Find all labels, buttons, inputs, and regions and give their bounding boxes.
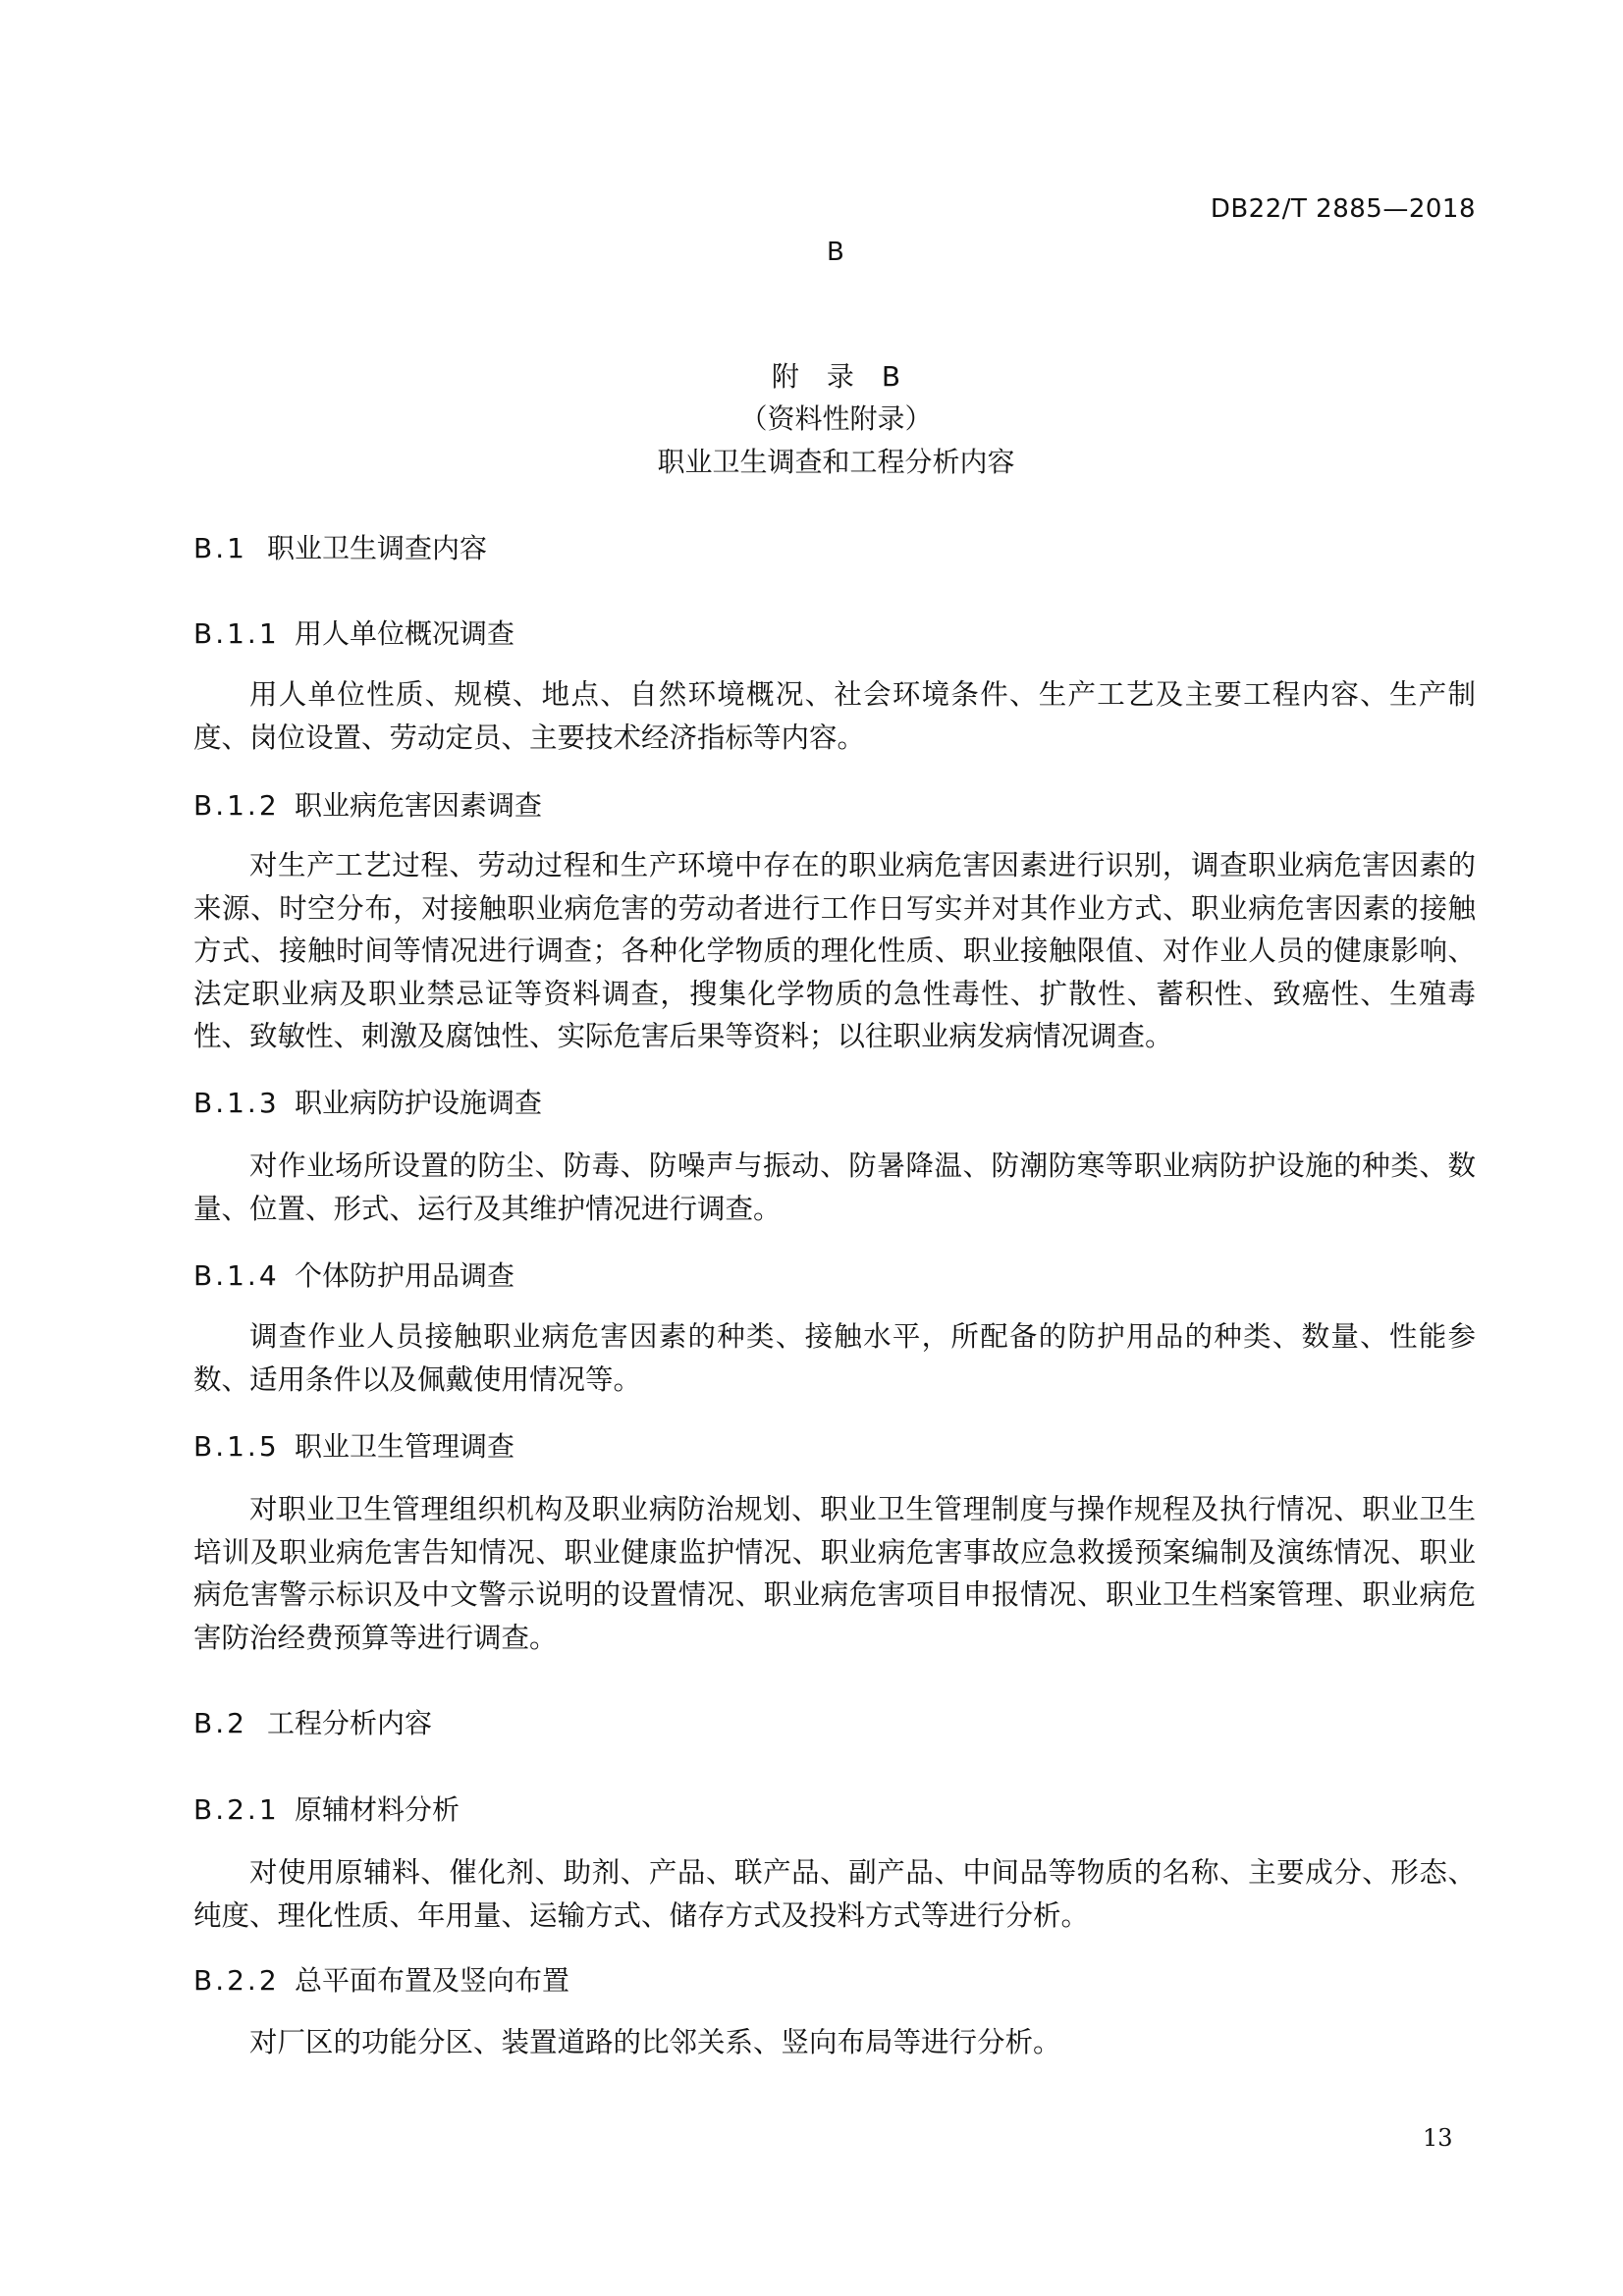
- section-number: B.2: [193, 1707, 247, 1739]
- section-title: 职业卫生管理调查: [295, 1430, 515, 1463]
- document-number: DB22/T 2885—2018: [1210, 194, 1476, 224]
- section-number: B.2.1: [193, 1793, 280, 1826]
- subsection-heading: [193, 613, 514, 652]
- appendix-mark: B: [827, 238, 844, 267]
- section-title: 原辅材料分析: [295, 1793, 460, 1826]
- section-title: 职业卫生调查内容: [267, 532, 488, 564]
- section-title: 职业病防护设施调查: [295, 1087, 543, 1119]
- section-title: 工程分析内容: [267, 1707, 433, 1739]
- paragraph: 用人单位性质、规模、地点、自然环境概况、社会环境条件、生产工艺及主要工程内容、生产制度、岗位设置、劳动定员、主要技术经济指标等内容。: [193, 678, 1476, 754]
- paragraph: 对职业卫生管理组织机构及职业病防治规划、职业卫生管理制度与操作规程及执行情况、职业卫生培训及职业病危害告知情况、职业健康监护情况、职业病危害事故应急救援预案编制及演练情况、职业病危害警示标识及中文警示说明的设置情况、职业病危害项目申报情况、职业卫生档案管理、职业病危害防治经费预算等进行调查。: [193, 1493, 1476, 1654]
- paragraph: 对厂区的功能分区、装置道路的比邻关系、竖向布局等进行分析。: [249, 2026, 1061, 2058]
- section-number: B.1.5: [193, 1430, 280, 1463]
- subsection-heading: [193, 1425, 514, 1465]
- subsection-heading: [193, 1082, 542, 1121]
- appendix-type: （资料性附录）: [739, 402, 933, 435]
- section-number: B.1: [193, 532, 247, 564]
- section-number: B.1.4: [193, 1259, 280, 1292]
- subsection-heading: [193, 1789, 460, 1828]
- appendix-heading: 附 录 B: [771, 360, 901, 393]
- section-number: B.1.2: [193, 789, 280, 822]
- section-title: 总平面布置及竖向布置: [295, 1964, 570, 1997]
- section-title: 用人单位概况调查: [295, 617, 515, 650]
- page-number: 13: [1423, 2124, 1453, 2152]
- paragraph: 调查作业人员接触职业病危害因素的种类、接触水平，所配备的防护用品的种类、数量、性能参数、适用条件以及佩戴使用情况等。: [193, 1320, 1476, 1396]
- paragraph: 对使用原辅料、催化剂、助剂、产品、联产品、副产品、中间品等物质的名称、主要成分、形态、纯度、理化性质、年用量、运输方式、储存方式及投料方式等进行分析。: [193, 1856, 1476, 1932]
- section-number: B.2.2: [193, 1964, 280, 1997]
- section-number: B.1.1: [193, 617, 280, 650]
- subsection-heading: [193, 1959, 569, 1999]
- section-heading: [193, 1702, 432, 1741]
- appendix-title: 职业卫生调查和工程分析内容: [657, 446, 1015, 478]
- subsection-heading: [193, 1255, 514, 1294]
- paragraph: 对作业场所设置的防尘、防毒、防噪声与振动、防暑降温、防潮防寒等职业病防护设施的种类、数量、位置、形式、运行及其维护情况进行调查。: [193, 1149, 1476, 1225]
- section-title: 个体防护用品调查: [295, 1259, 515, 1292]
- section-heading: [193, 527, 487, 566]
- paragraph: 对生产工艺过程、劳动过程和生产环境中存在的职业病危害因素进行识别，调查职业病危害因素的来源、时空分布，对接触职业病危害的劳动者进行工作日写实并对其作业方式、职业病危害因素的接触方式、接触时间等情况进行调查；各种化学物质的理化性质、职业接触限值、对作业人员的健康影响、法定职业病及职业禁忌证等资料调查，搜集化学物质的急性毒性、扩散性、蓄积性、致癌性、生殖毒性、致敏性、刺激及腐蚀性、实际危害后果等资料；以往职业病发病情况调查。: [193, 849, 1476, 1052]
- section-title: 职业病危害因素调查: [295, 789, 543, 822]
- subsection-heading: [193, 784, 542, 824]
- section-number: B.1.3: [193, 1087, 280, 1119]
